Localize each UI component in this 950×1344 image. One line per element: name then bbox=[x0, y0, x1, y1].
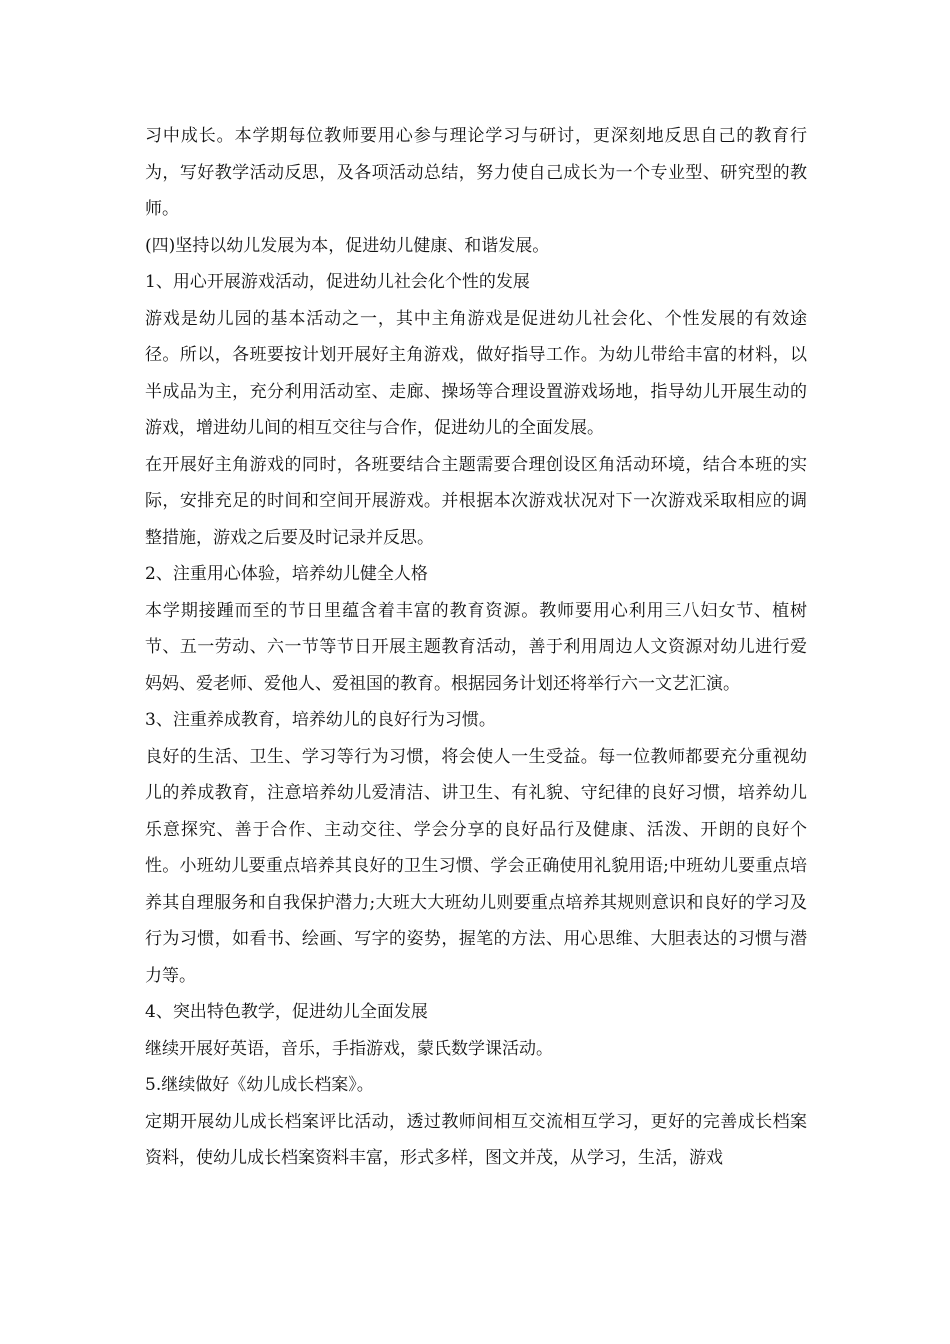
paragraph: 良好的生活、卫生、学习等行为习惯，将会使人一生受益。每一位教师都要充分重视幼儿的养成教育，注意培养幼儿爱清洁、讲卫生、有礼貌、守纪律的良好习惯，培养幼儿乐意探究、善于合作、主动交往、学会分享的良好品行及健康、活泼、开朗的良好个性。小班幼儿要重点培养其良好的卫生习惯、学会正确使用礼貌用语;中班幼儿要重点培养其自理服务和自我保护潜力;大班大大班幼儿则要重点培养其规则意识和良好的学习及行为习惯，如看书、绘画、写字的姿势，握笔的方法、用心思维、大胆表达的习惯与潜力等。 bbox=[145, 746, 807, 986]
paragraph: 游戏是幼儿园的基本活动之一，其中主角游戏是促进幼儿社会化、个性发展的有效途径。所以，各班要按计划开展好主角游戏，做好指导工作。为幼儿带给丰富的材料，以半成品为主，充分利用活动室、走廊、操场等合理设置游戏场地，指导幼儿开展生动的游戏，增进幼儿间的相互交往与合作，促进幼儿的全面发展。 bbox=[145, 308, 807, 438]
subsection-heading: 4、突出特色教学，促进幼儿全面发展 bbox=[145, 1002, 428, 1022]
paragraph: 在开展好主角游戏的同时，各班要结合主题需要合理创设区角活动环境，结合本班的实际，安排充足的时间和空间开展游戏。并根据本次游戏状况对下一次游戏采取相应的调整措施，游戏之后要及时记录并反思。 bbox=[145, 454, 807, 548]
document-body bbox=[145, 118, 807, 1177]
section-heading: (四)坚持以幼儿发展为本，促进幼儿健康、和谐发展。 bbox=[145, 235, 550, 256]
paragraph: 继续开展好英语，音乐，手指游戏，蒙氏数学课活动。 bbox=[145, 1038, 553, 1059]
subsection-heading: 1、用心开展游戏活动，促进幼儿社会化个性的发展 bbox=[145, 272, 530, 292]
paragraph: 习中成长。本学期每位教师要用心参与理论学习与研讨，更深刻地反思自己的教育行为，写好教学活动反思，及各项活动总结，努力使自己成长为一个专业型、研究型的教师。 bbox=[145, 126, 807, 219]
paragraph: 定期开展幼儿成长档案评比活动，透过教师间相互交流相互学习，更好的完善成长档案资料，使幼儿成长档案资料丰富，形式多样，图文并茂，从学习，生活，游戏 bbox=[145, 1111, 807, 1168]
subsection-heading: 5.继续做好《幼儿成长档案》。 bbox=[145, 1075, 374, 1095]
paragraph: 本学期接踵而至的节日里蕴含着丰富的教育资源。教师要用心利用三八妇女节、植树节、五一劳动、六一节等节日开展主题教育活动，善于利用周边人文资源对幼儿进行爱妈妈、爱老师、爱他人、爱祖国的教育。根据园务计划还将举行六一文艺汇演。 bbox=[145, 600, 807, 694]
subsection-heading: 2、注重用心体验，培养幼儿健全人格 bbox=[145, 564, 428, 584]
subsection-heading: 3、注重养成教育，培养幼儿的良好行为习惯。 bbox=[145, 710, 496, 730]
